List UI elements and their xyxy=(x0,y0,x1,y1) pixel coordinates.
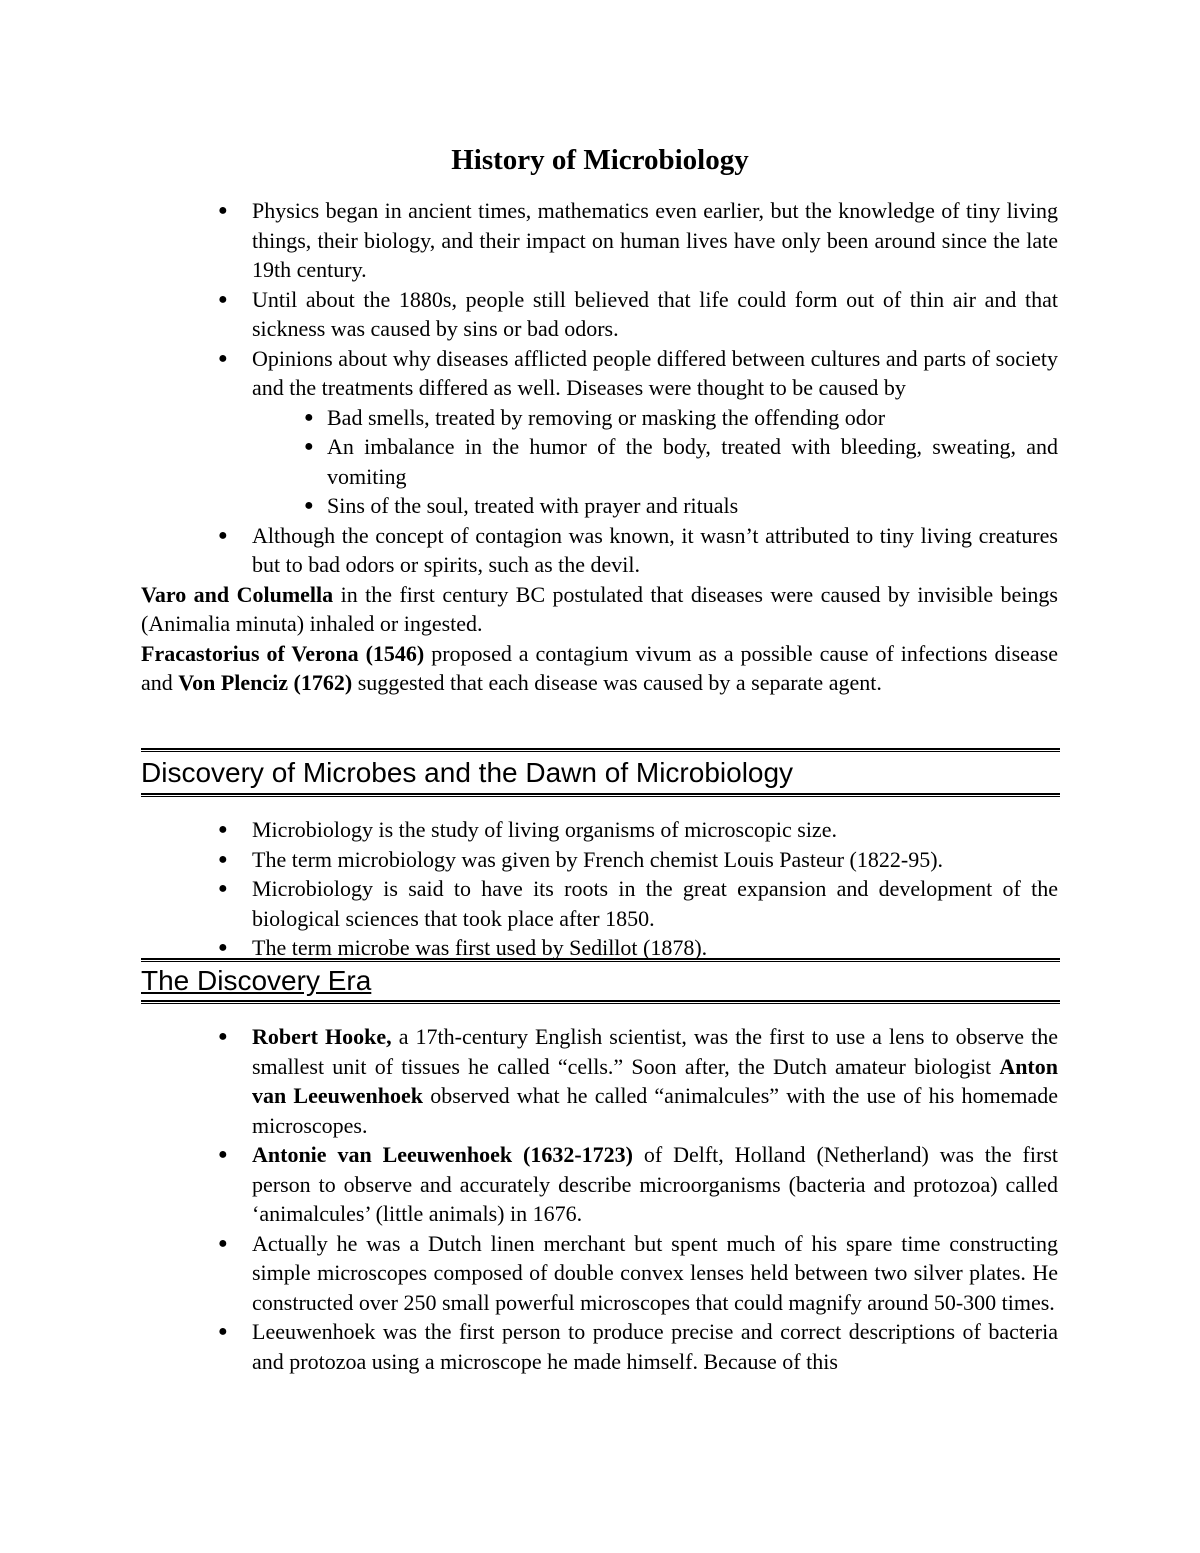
list-item: ● Microbiology is the study of living organisms of microscopic size. xyxy=(141,815,1058,845)
list-item: ● An imbalance in the humor of the body, treated with bleeding, sweating, and vomiting xyxy=(304,434,1058,489)
bullet-icon: ● xyxy=(218,349,228,367)
bullet-icon: ● xyxy=(218,1028,228,1045)
fracastorius-paragraph: Fracastorius of Verona (1546) proposed a contagium vivum as a possible cause of infections disease and Von Plenciz (1762) suggested that each disease was caused by a separate agent. xyxy=(141,640,1058,695)
section-divider xyxy=(141,793,1060,797)
microbes-list xyxy=(141,815,1058,963)
bullet-icon: ● xyxy=(218,880,228,897)
varo-paragraph: Varo and Columella in the first century BC postulated that diseases were caused by invisible beings (Animalia minuta) inhaled or ingested. xyxy=(141,581,1058,636)
section-divider xyxy=(141,1000,1060,1004)
bullet-icon: ● xyxy=(218,939,228,956)
section-divider xyxy=(141,748,1060,752)
bullet-icon: ● xyxy=(218,821,228,838)
list-item: ● Bad smells, treated by removing or masking the offending odor xyxy=(252,403,1058,433)
bullet-icon: ● xyxy=(304,408,314,426)
bullet-icon: ● xyxy=(218,1146,228,1163)
bullet-icon: ● xyxy=(218,1234,228,1252)
list-item: ● Leeuwenhoek was the first person to produce precise and correct descriptions of bacteria and protozoa using a microscope he made himself. Because of this xyxy=(218,1319,1058,1374)
bullet-icon: ● xyxy=(218,526,228,544)
bullet-icon: ● xyxy=(218,850,228,868)
list-item: ● Robert Hooke, a 17th-century English scientist, was the first to use a lens to observe the smallest unit of tissues he called “cells.” Soon after, the Dutch amateur biologist Anton van Leeuwenhoek observed what he called “animalcules” with the use of his homemade microscopes. xyxy=(218,1024,1059,1138)
list-item: ● Although the concept of contagion was known, it wasn’t attributed to tiny living creatures but to bad odors or spirits, such as the devil. xyxy=(218,522,1058,577)
list-item: ● The term microbiology was given by French chemist Louis Pasteur (1822-95). xyxy=(141,845,1058,875)
discovery-era-section xyxy=(141,1022,1058,1376)
intro-section xyxy=(141,196,1058,698)
list-item: ● Microbiology is said to have its roots in the great expansion and development of the biological sciences that took place after 1850. xyxy=(218,876,1058,931)
list-item: ● Until about the 1880s, people still believed that life could form out of thin air and that sickness was caused by sins or bad odors. xyxy=(218,286,1058,341)
list-item: ● The term microbe was first used by Sedillot (1878). xyxy=(141,933,1058,963)
bullet-icon: ● xyxy=(218,202,228,219)
section-heading-discovery-of-microbes: Discovery of Microbes and the Dawn of Microbiology xyxy=(141,757,794,788)
list-item: ● Actually he was a Dutch linen merchant but spent much of his spare time constructing simple microscopes composed of double convex lenses held between two silver plates. He constructed over 250 small powerful microscopes that could magnify around 50-300 times. xyxy=(218,1230,1058,1315)
bullet-icon: ● xyxy=(218,290,228,308)
list-item: ● Antonie van Leeuwenhoek (1632-1723) of Delft, Holland (Netherland) was the first person to observe and accurately describe microorganisms (bacteria and protozoa) called ‘animalcules’ (little animals) in 1676. xyxy=(218,1142,1058,1226)
list-item: ● Physics began in ancient times, mathematics even earlier, but the knowledge of tiny living things, their biology, and their impact on human lives have only been around since the late 19th century. xyxy=(218,198,1058,282)
bullet-icon: ● xyxy=(304,497,314,514)
page-title: History of Microbiology xyxy=(451,144,749,176)
list-item: ● Opinions about why diseases afflicted people differed between cultures and parts of society and the treatments differed as well. Diseases were thought to be caused by ● Bad smells, treated by removing or masking the offending odor ● An imbalance in the humor of the body, treated with bleeding, sweating, and vomiting ● Sins of the soul, treated with prayer and rituals xyxy=(141,344,1058,521)
list-item: ● Sins of the soul, treated with prayer and rituals xyxy=(252,491,1058,521)
section-divider xyxy=(141,958,1060,962)
causes-list xyxy=(252,403,1058,521)
section-heading-discovery-era: The Discovery Era xyxy=(141,965,372,996)
microbes-section xyxy=(141,815,1058,963)
intro-list xyxy=(141,196,1058,580)
discovery-era-list xyxy=(141,1022,1058,1376)
bullet-icon: ● xyxy=(218,1323,228,1340)
bullet-icon: ● xyxy=(304,438,314,455)
